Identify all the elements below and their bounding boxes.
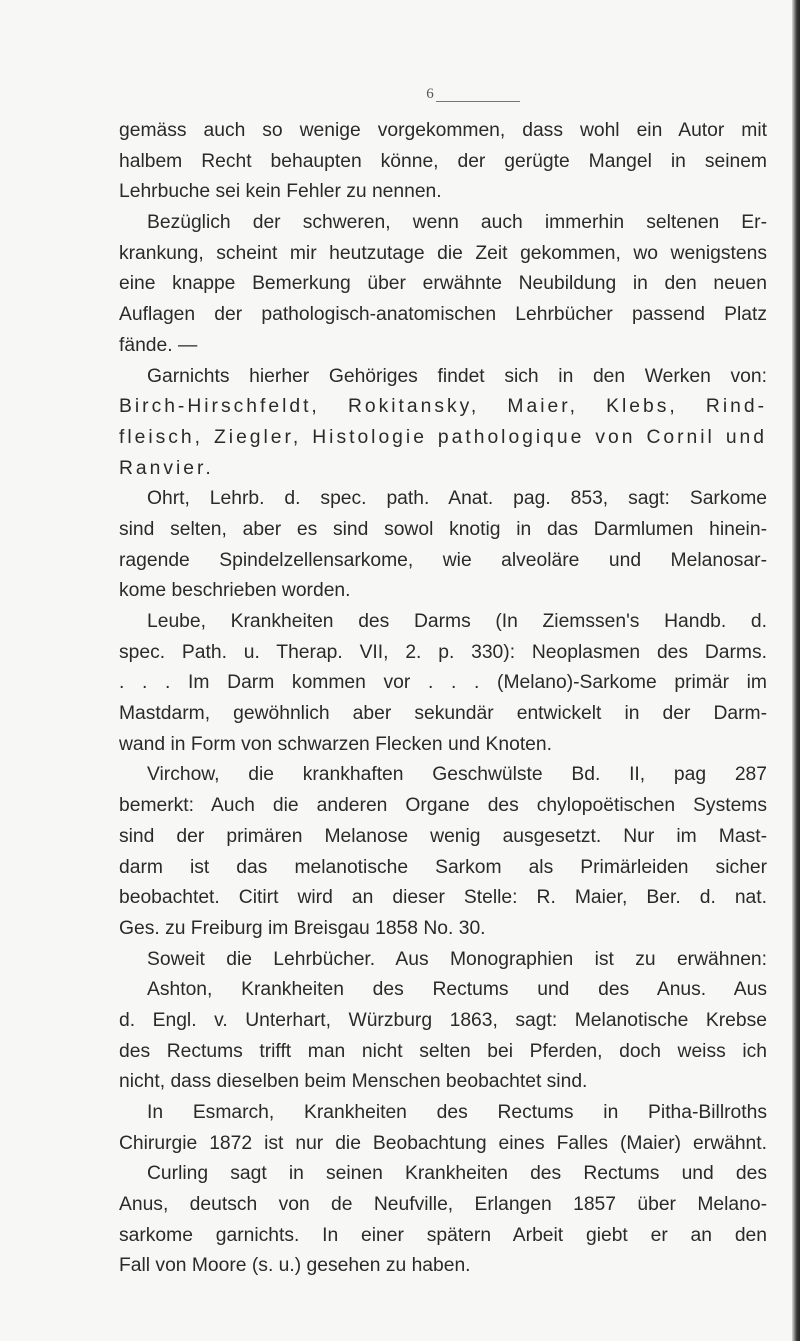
text-line: des Rectums trifft man nicht selten bei Pferden, doch weiss ich (119, 1040, 767, 1062)
text-line: fände. — (119, 334, 198, 356)
text-line: Anus, deutsch von de Neufville, Erlangen 1857 über Melano- (119, 1194, 767, 1216)
text-line: sind selten, aber es sind sowol knotig in das Darmlumen hinein- (119, 518, 767, 540)
text-line: Lehrbuche sei kein Fehler zu nennen. (119, 181, 442, 203)
text-line: Garnichts hierher Gehöriges findet sich in den Werken von: (147, 365, 767, 387)
text-line: sarkome garnichts. In einer spätern Arbeit giebt er an den (119, 1224, 767, 1246)
text-line: sind der primären Melanose wenig ausgesetzt. Nur im Mast- (119, 825, 767, 847)
text-line: Ranvier. (119, 457, 214, 479)
page-number: 6 (426, 86, 434, 102)
text-line: wand in Form von schwarzen Flecken und Knoten. (119, 733, 552, 755)
page-edge-shadow (792, 0, 800, 1341)
text-line: Ges. zu Freiburg im Breisgau 1858 No. 30. (119, 917, 486, 939)
text-line: Fall von Moore (s. u.) gesehen zu haben. (119, 1255, 471, 1277)
body-text (119, 116, 767, 1282)
text-line: Auflagen der pathologisch-anatomischen Lehrbücher passend Platz (119, 304, 767, 326)
text-line: Curling sagt in seinen Krankheiten des Rectums und des (147, 1163, 767, 1185)
text-line: fleisch, Ziegler, Histologie pathologique von Cornil und (119, 426, 767, 448)
text-line: Virchow, die krankhaften Geschwülste Bd. II, pag 287 (147, 764, 767, 786)
text-line: . . . Im Darm kommen vor . . . (Melano)-Sarkome primär im (119, 672, 767, 694)
text-line: krankung, scheint mir heutzutage die Zeit gekommen, wo wenigstens (119, 242, 767, 264)
text-line: Bezüglich der schweren, wenn auch immerhin seltenen Er- (147, 212, 767, 234)
text-line: gemäss auch so wenige vorgekommen, dass wohl ein Autor mit (119, 120, 767, 141)
text-line: Ashton, Krankheiten des Rectums und des Anus. Aus (147, 979, 767, 1001)
text-line: Leube, Krankheiten des Darms (In Ziemssen's Handb. d. (147, 611, 767, 632)
text-line: nicht, dass dieselben beim Menschen beobachtet sind. (119, 1071, 588, 1093)
text-line: Birch-Hirschfeldt, Rokitansky, Maier, Klebs, Rind- (119, 396, 767, 418)
text-line: Soweit die Lehrbücher. Aus Monographien ist zu erwähnen: (147, 948, 767, 970)
text-line: darm ist das melanotische Sarkom als Primärleiden sicher (119, 856, 767, 878)
text-line: Mastdarm, gewöhnlich aber sekundär entwickelt in der Darm- (119, 703, 767, 725)
text-line: Ohrt, Lehrb. d. spec. path. Anat. pag. 853, sagt: Sarkome (147, 488, 767, 510)
text-line: beobachtet. Citirt wird an dieser Stelle: R. Maier, Ber. d. nat. (119, 887, 767, 909)
page-number-rule (436, 101, 520, 102)
text-line: d. Engl. v. Unterhart, Würzburg 1863, sagt: Melanotische Krebse (119, 1009, 767, 1031)
text-line: bemerkt: Auch die anderen Organe des chylopoëtischen Systems (119, 795, 767, 817)
text-line: In Esmarch, Krankheiten des Rectums in Pitha-Billroths (147, 1102, 767, 1123)
text-line: halbem Recht behaupten könne, der gerügte Mangel in seinem (119, 150, 767, 172)
text-line: kome beschrieben worden. (119, 580, 351, 602)
text-line: ragende Spindelzellensarkome, wie alveoläre und Melanosar- (119, 549, 767, 571)
text-line: Chirurgie 1872 ist nur die Beobachtung eines Falles (Maier) erwähnt. (119, 1132, 767, 1154)
text-line: eine knappe Bemerkung über erwähnte Neubildung in den neuen (119, 273, 767, 295)
text-line: spec. Path. u. Therap. VII, 2. p. 330): Neoplasmen des Darms. (119, 641, 767, 663)
